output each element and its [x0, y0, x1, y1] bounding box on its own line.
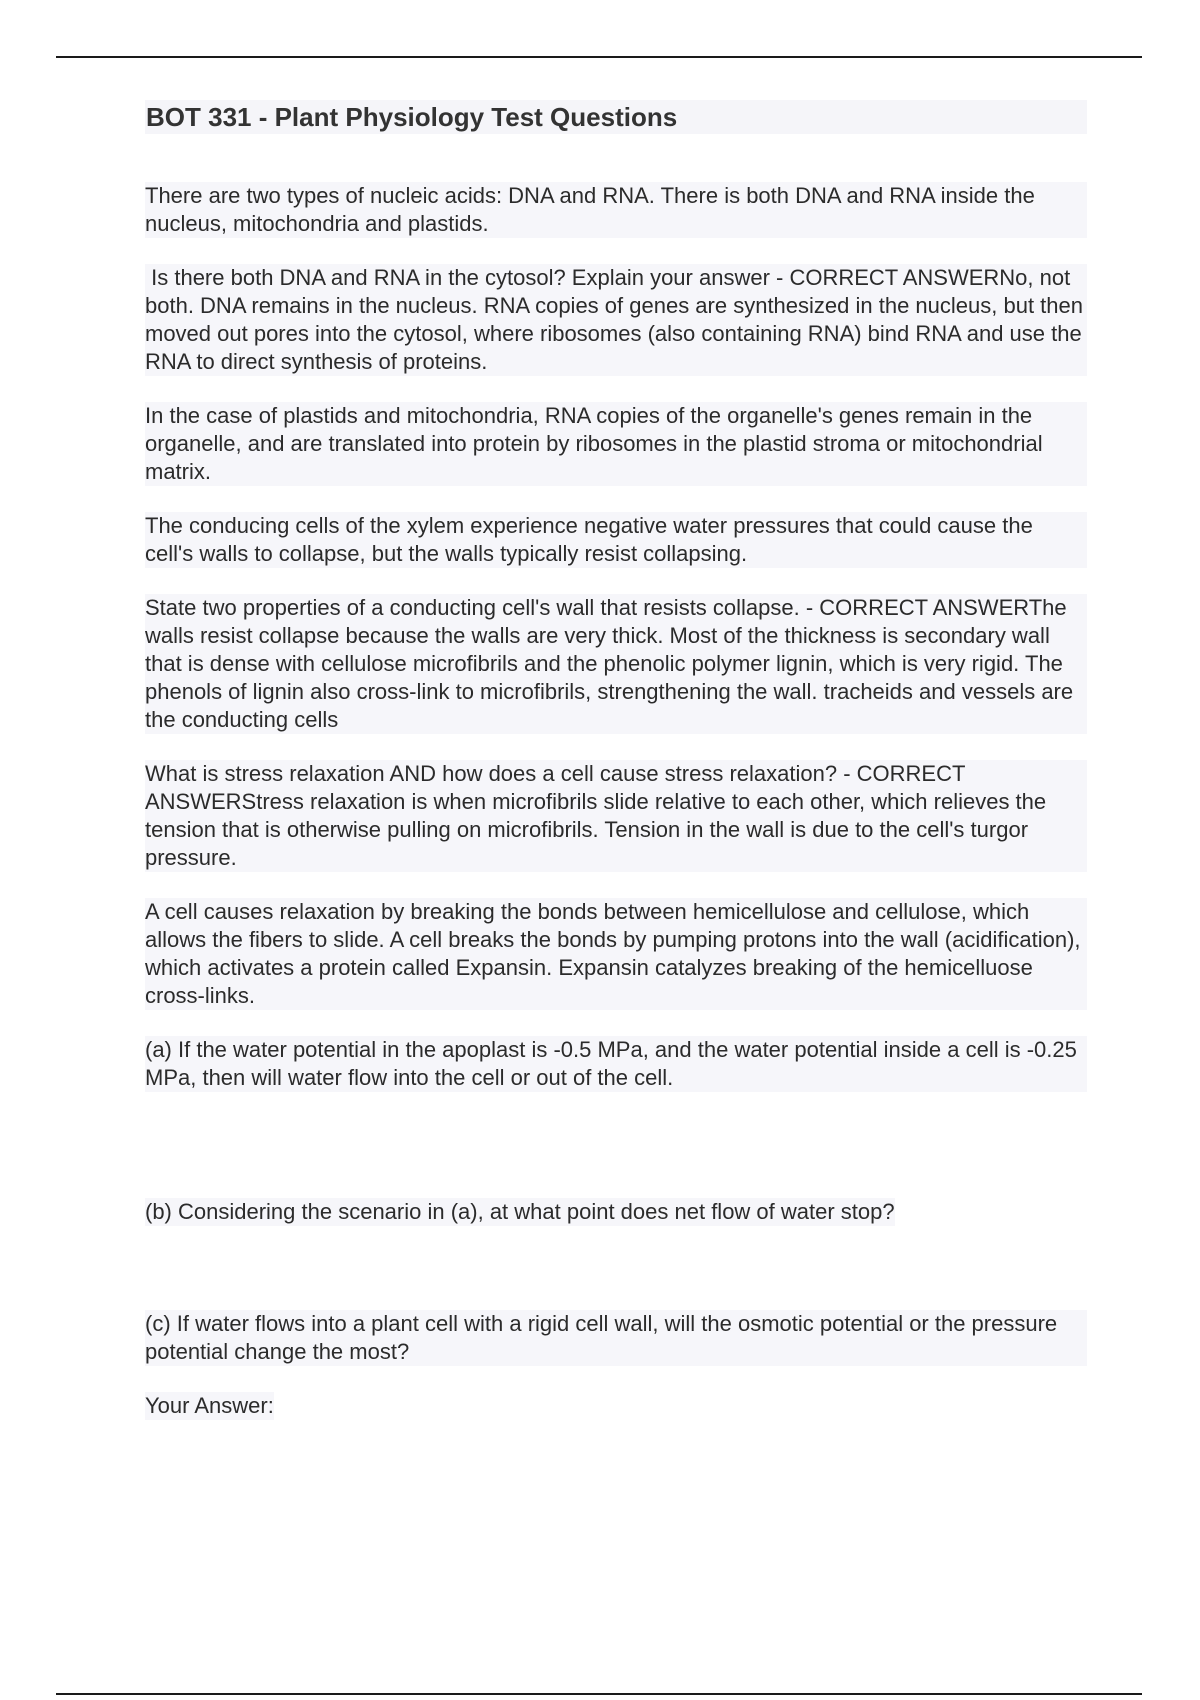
- top-rule: [56, 56, 1142, 58]
- bottom-rule: [56, 1693, 1142, 1695]
- question-b: (b) Considering the scenario in (a), at what point does net flow of water stop?: [145, 1199, 895, 1224]
- paragraph-expansin: A cell causes relaxation by breaking the bonds between hemicellulose and cellulose, which allows the fibers to slide. A cell breaks the bonds by pumping protons into the wall (acidification), which activates a protein called Expansin. Expansin catalyzes breaking of the hemicelluose cross-links.: [145, 898, 1087, 1010]
- your-answer-label: Your Answer:: [145, 1393, 274, 1418]
- paragraph-stress-relaxation: What is stress relaxation AND how does a cell cause stress relaxation? - CORRECT ANSWERStress relaxation is when microfibrils slide relative to each other, which relieves the tension that is otherwise pulling on microfibrils. Tension in the wall is due to the cell's turgor pressure.: [145, 760, 1087, 872]
- paragraph-cell-wall-question: State two properties of a conducting cell's wall that resists collapse. - CORRECT ANSWERThe walls resist collapse because the walls are very thick. Most of the thickness is secondary wall that is dense with cellulose microfibrils and the phenolic polymer lignin, which is very rigid. The phenols of lignin also cross-link to microfibrils, strengthening the wall. tracheids and vessels are the conducting cells: [145, 594, 1087, 734]
- document-body: [145, 100, 1090, 1446]
- paragraph-nucleic-acids: There are two types of nucleic acids: DNA and RNA. There is both DNA and RNA inside the nucleus, mitochondria and plastids.: [145, 182, 1087, 238]
- paragraph-cytosol-question: Is there both DNA and RNA in the cytosol? Explain your answer - CORRECT ANSWERNo, not both. DNA remains in the nucleus. RNA copies of genes are synthesized in the nucleus, but then moved out pores into the cytosol, where ribosomes (also containing RNA) bind RNA and use the RNA to direct synthesis of proteins.: [145, 265, 1090, 374]
- question-c: (c) If water flows into a plant cell with a rigid cell wall, will the osmotic potential or the pressure potential change the most?: [145, 1310, 1087, 1366]
- document-title: BOT 331 - Plant Physiology Test Questions: [145, 100, 1087, 134]
- paragraph-xylem: The conducing cells of the xylem experience negative water pressures that could cause the cell's walls to collapse, but the walls typically resist collapsing.: [145, 512, 1087, 568]
- paragraph-plastids: In the case of plastids and mitochondria, RNA copies of the organelle's genes remain in the organelle, and are translated into protein by ribosomes in the plastid stroma or mitochondrial matrix.: [145, 402, 1087, 486]
- question-a: (a) If the water potential in the apoplast is -0.5 MPa, and the water potential inside a cell is -0.25 MPa, then will water flow into the cell or out of the cell.: [145, 1036, 1087, 1092]
